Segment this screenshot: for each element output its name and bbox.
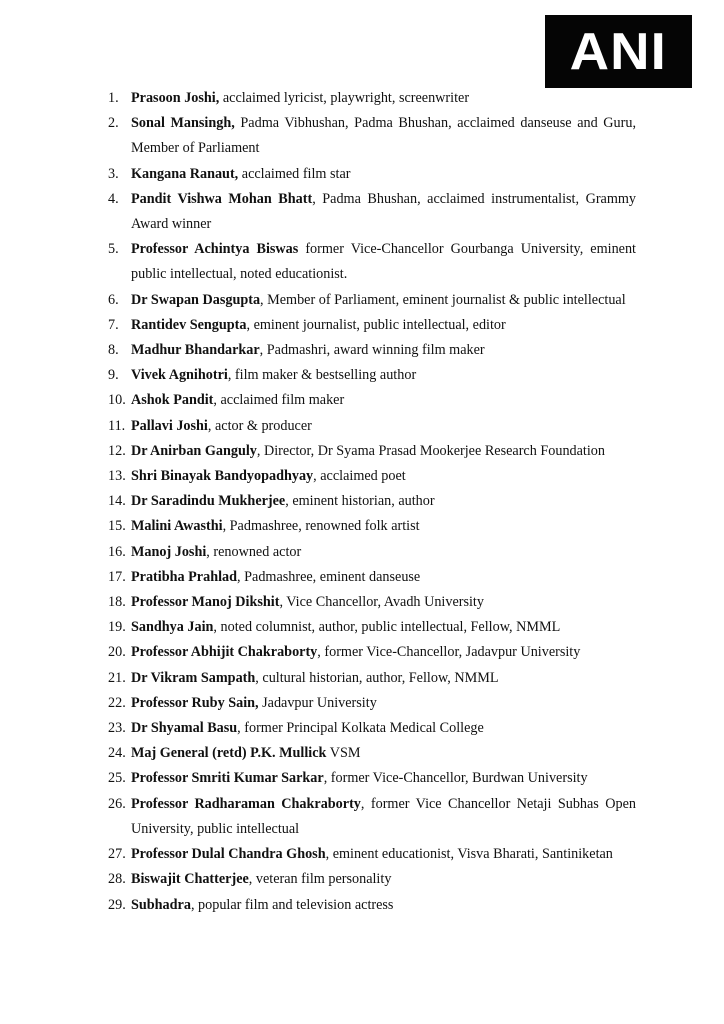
item-description: , Member of Parliament, eminent journalist & public intellectual bbox=[260, 291, 626, 308]
item-number: 9. bbox=[108, 367, 119, 384]
item-name: Madhur Bhandarkar bbox=[131, 342, 260, 359]
item-number: 20. bbox=[108, 644, 126, 661]
item-number: 6. bbox=[108, 291, 119, 308]
item-name: Professor Ruby Sain, bbox=[131, 694, 259, 711]
item-body bbox=[131, 414, 636, 439]
item-body bbox=[131, 313, 636, 338]
item-description: , Director, Dr Syama Prasad Mookerjee Research Foundation bbox=[256, 442, 605, 459]
item-number: 25. bbox=[108, 770, 126, 787]
list-item bbox=[108, 590, 636, 615]
item-description: , veteran film personality bbox=[248, 871, 392, 888]
item-body bbox=[131, 691, 636, 716]
item-name: Professor Dulal Chandra Ghosh bbox=[131, 846, 326, 863]
item-body bbox=[131, 893, 636, 918]
item-number: 5. bbox=[108, 241, 119, 258]
list-item bbox=[108, 716, 636, 741]
item-description: Jadavpur University bbox=[258, 694, 377, 711]
item-body bbox=[131, 615, 636, 640]
item-name: Professor Achintya Biswas bbox=[131, 241, 299, 258]
item-description: acclaimed film star bbox=[238, 165, 351, 182]
item-description: , Padma Bhushan, acclaimed instrumentalist, Grammy Award winner bbox=[131, 190, 636, 233]
item-name: Sonal Mansingh, bbox=[131, 115, 235, 132]
item-description: , Padmashri, award winning film maker bbox=[259, 342, 485, 359]
item-number: 15. bbox=[108, 518, 126, 535]
item-number: 11. bbox=[108, 417, 126, 434]
item-description: , former Vice Chancellor Netaji Subhas Open University, public intellectual bbox=[131, 795, 636, 837]
list-item bbox=[108, 893, 636, 918]
item-body bbox=[131, 162, 636, 187]
list-item bbox=[108, 338, 636, 363]
item-body bbox=[131, 187, 636, 237]
item-body bbox=[131, 540, 636, 565]
item-body bbox=[131, 666, 636, 691]
item-name: Dr Swapan Dasgupta bbox=[131, 291, 261, 308]
item-number: 19. bbox=[108, 619, 126, 636]
item-description: , former Vice-Chancellor, Burdwan University bbox=[323, 770, 588, 787]
item-body bbox=[131, 439, 636, 464]
list-item bbox=[108, 741, 636, 766]
item-name: Vivek Agnihotri bbox=[131, 367, 228, 384]
item-body bbox=[131, 716, 636, 741]
signatory-list bbox=[108, 86, 636, 918]
item-number: 2. bbox=[108, 115, 119, 132]
item-number: 29. bbox=[108, 896, 126, 913]
item-number: 13. bbox=[108, 468, 126, 485]
item-description: , eminent educationist, Visva Bharati, Santiniketan bbox=[325, 846, 613, 863]
item-name: Pratibha Prahlad bbox=[131, 568, 238, 585]
item-description: , former Principal Kolkata Medical College bbox=[237, 720, 484, 737]
list-item bbox=[108, 414, 636, 439]
item-description: , popular film and television actress bbox=[190, 896, 394, 913]
item-description: , acclaimed poet bbox=[313, 468, 406, 485]
item-name: Professor Abhijit Chakraborty bbox=[131, 644, 318, 661]
item-body bbox=[131, 792, 636, 842]
item-number: 22. bbox=[108, 694, 126, 711]
list-item bbox=[108, 867, 636, 892]
list-item bbox=[108, 489, 636, 514]
item-body bbox=[131, 111, 636, 161]
item-number: 21. bbox=[108, 669, 126, 686]
item-name: Dr Saradindu Mukherjee bbox=[131, 493, 286, 510]
item-description: , renowned actor bbox=[206, 543, 302, 560]
item-name: Dr Vikram Sampath bbox=[131, 669, 256, 686]
item-number: 27. bbox=[108, 846, 126, 863]
ani-logo-text: ANI bbox=[569, 22, 668, 81]
item-name: Professor Radharaman Chakraborty bbox=[131, 795, 361, 812]
item-number: 18. bbox=[108, 594, 126, 611]
list-item bbox=[108, 162, 636, 187]
item-name: Professor Manoj Dikshit bbox=[131, 594, 280, 611]
item-body bbox=[131, 338, 636, 363]
list-item bbox=[108, 439, 636, 464]
item-description: , film maker & bestselling author bbox=[227, 367, 417, 384]
item-description: , Padmashree, renowned folk artist bbox=[222, 518, 420, 535]
item-number: 16. bbox=[108, 543, 126, 560]
item-number: 23. bbox=[108, 720, 126, 737]
list-item bbox=[108, 86, 636, 111]
item-number: 17. bbox=[108, 568, 126, 585]
list-item bbox=[108, 388, 636, 413]
item-name: Dr Anirban Ganguly bbox=[131, 442, 257, 459]
item-description: , actor & producer bbox=[207, 417, 312, 434]
list-item bbox=[108, 313, 636, 338]
item-body bbox=[131, 842, 636, 867]
list-item bbox=[108, 766, 636, 791]
item-name: Subhadra bbox=[131, 896, 191, 913]
item-body bbox=[131, 514, 636, 539]
item-name: Sandhya Jain bbox=[131, 619, 214, 636]
item-description: , eminent journalist, public intellectual, editor bbox=[246, 316, 506, 333]
item-description: VSM bbox=[326, 745, 361, 762]
item-number: 10. bbox=[108, 392, 126, 409]
item-description: , acclaimed film maker bbox=[213, 392, 345, 409]
item-name: Manoj Joshi bbox=[131, 543, 207, 560]
item-description: , eminent historian, author bbox=[285, 493, 435, 510]
list-item bbox=[108, 666, 636, 691]
item-name: Pandit Vishwa Mohan Bhatt bbox=[131, 190, 313, 207]
item-name: Malini Awasthi bbox=[131, 518, 223, 535]
item-number: 1. bbox=[108, 90, 119, 106]
list-item bbox=[108, 640, 636, 665]
item-description: Padma Vibhushan, Padma Bhushan, acclaimed danseuse and Guru, Member of Parliament bbox=[131, 115, 637, 157]
item-description: acclaimed lyricist, playwright, screenwriter bbox=[219, 90, 470, 106]
item-body bbox=[131, 565, 636, 590]
list-item bbox=[108, 363, 636, 388]
item-body bbox=[131, 288, 636, 313]
item-name: Rantidev Sengupta bbox=[131, 316, 247, 333]
item-name: Professor Smriti Kumar Sarkar bbox=[131, 770, 324, 787]
item-description: former Vice-Chancellor Gourbanga University, eminent public intellectual, noted educationist. bbox=[131, 241, 636, 283]
list-item bbox=[108, 514, 636, 539]
item-number: 28. bbox=[108, 871, 126, 888]
list-item bbox=[108, 187, 636, 237]
item-name: Pallavi Joshi bbox=[131, 417, 208, 434]
item-description: , Vice Chancellor, Avadh University bbox=[279, 594, 484, 611]
list-item bbox=[108, 540, 636, 565]
item-body bbox=[131, 464, 636, 489]
item-name: Biswajit Chatterjee bbox=[131, 871, 249, 888]
item-name: Prasoon Joshi, bbox=[131, 90, 220, 106]
item-name: Shri Binayak Bandyopadhyay bbox=[131, 468, 314, 485]
item-body bbox=[131, 590, 636, 615]
list-item bbox=[108, 842, 636, 867]
ani-logo bbox=[545, 15, 692, 88]
item-body bbox=[131, 640, 636, 665]
item-name: Maj General (retd) P.K. Mullick bbox=[131, 745, 327, 762]
item-number: 14. bbox=[108, 493, 126, 510]
item-body bbox=[131, 86, 636, 111]
list-item bbox=[108, 111, 636, 161]
item-body bbox=[131, 867, 636, 892]
item-name: Ashok Pandit bbox=[131, 392, 214, 409]
item-number: 4. bbox=[108, 190, 119, 207]
item-description: , former Vice-Chancellor, Jadavpur University bbox=[317, 644, 581, 661]
item-description: , Padmashree, eminent danseuse bbox=[237, 568, 421, 585]
item-name: Dr Shyamal Basu bbox=[131, 720, 238, 737]
list-item bbox=[108, 288, 636, 313]
item-body bbox=[131, 766, 636, 791]
list-item bbox=[108, 792, 636, 842]
item-number: 26. bbox=[108, 795, 126, 812]
list-item bbox=[108, 565, 636, 590]
item-body bbox=[131, 388, 636, 413]
item-body bbox=[131, 489, 636, 514]
item-description: , cultural historian, author, Fellow, NMML bbox=[255, 669, 499, 686]
list-item bbox=[108, 464, 636, 489]
item-number: 12. bbox=[108, 442, 126, 459]
item-body bbox=[131, 741, 636, 766]
item-description: , noted columnist, author, public intellectual, Fellow, NMML bbox=[213, 619, 561, 636]
item-name: Kangana Ranaut, bbox=[131, 165, 239, 182]
list-item bbox=[108, 615, 636, 640]
item-number: 8. bbox=[108, 342, 119, 359]
item-number: 24. bbox=[108, 745, 126, 762]
item-body bbox=[131, 363, 636, 388]
item-number: 7. bbox=[108, 316, 119, 333]
list-item bbox=[108, 691, 636, 716]
item-number: 3. bbox=[108, 165, 119, 182]
list-item bbox=[108, 237, 636, 287]
item-body bbox=[131, 237, 636, 287]
